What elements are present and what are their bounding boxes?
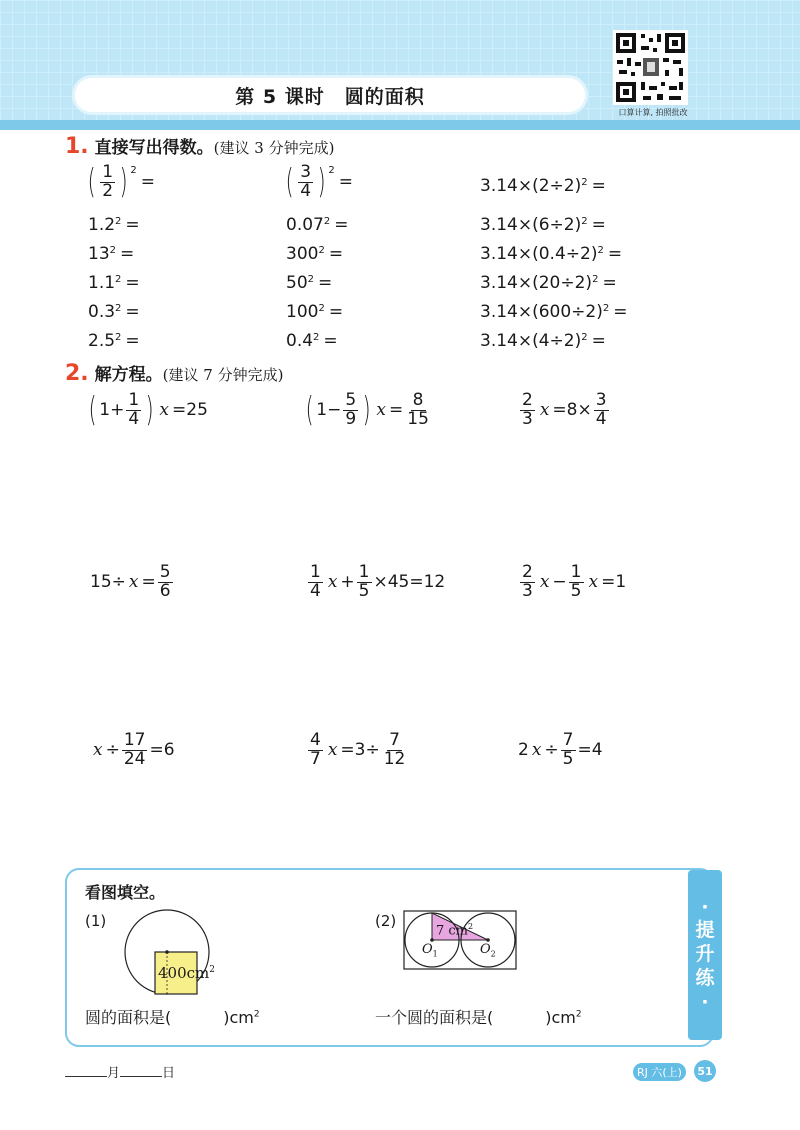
practice-1-question: 圆的面积是( )$cm^2$ <box>85 1008 260 1027</box>
q1-item-fraction-a: ( $\frac{1}{2}$ ) $^2$ = <box>87 162 155 203</box>
circle-square-figure <box>112 908 227 998</box>
section-2-title: 解方程。 <box>94 365 163 385</box>
date-line: 月 日 <box>65 1062 175 1081</box>
page-number: 51 <box>694 1060 716 1082</box>
q2-equation-1: ( 1+ $\frac{1}{4}$ ) x =25 <box>88 390 208 431</box>
q1-item-r5c3: 3.14×(4÷2) $^2$ = <box>480 331 606 351</box>
section-1-hint: (建议 3 分钟完成) <box>213 139 335 157</box>
q2-equation-6: $\frac{2}{3}$ x − $\frac{1}{5}$ x =1 <box>522 562 627 601</box>
topic-label: 圆的面积 <box>344 85 425 108</box>
page-title <box>75 78 585 112</box>
q1-item-r4c2: 100 $^2$ = <box>286 302 344 322</box>
qr-code-icon[interactable] <box>613 30 688 105</box>
section-1-number: 1. <box>65 134 89 159</box>
q1-item-r4c3: 3.14×(600÷2) $^2$ = <box>480 302 628 322</box>
q1-item-r1c3: 3.14×(6÷2) $^2$ = <box>480 215 606 235</box>
q2-equation-3: $\frac{2}{3}$ x =8× $\frac{3}{4}$ <box>522 390 607 429</box>
section-1-title: 直接写出得数。 <box>94 138 214 158</box>
practice-1-label: (1) <box>85 912 107 930</box>
q1-item-r0c3: 3.14×(2÷2) $^2$ = <box>480 176 606 196</box>
q1-item-r3c3: 3.14×(20÷2) $^2$ = <box>480 273 617 293</box>
q2-equation-8: $\frac{4}{7}$ x =3÷ $\frac{7}{12}$ <box>310 730 406 769</box>
q2-equation-7: x ÷ $\frac{17}{24}$ =6 <box>93 730 175 769</box>
section-2-hint: (建议 7 分钟完成) <box>162 366 284 384</box>
q1-item-r4c1: 0.3 $^2$ = <box>88 302 140 322</box>
practice-2-area-label: 7 $cm^2$ <box>436 922 474 939</box>
center-o1-label: $O_1$ <box>422 942 438 959</box>
q1-item-fraction-b: ( $\frac{3}{4}$ ) $^2$ = <box>285 162 353 203</box>
two-circles-figure <box>402 907 520 977</box>
practice-2-question: 一个圆的面积是( )$cm^2$ <box>375 1008 582 1027</box>
section-2-number: 2. <box>65 361 89 386</box>
q2-equation-5: $\frac{1}{4}$ x + $\frac{1}{5}$ ×45=12 <box>310 562 446 601</box>
q2-equation-2: ( 1− $\frac{5}{9}$ ) x = $\frac{8}{15}$ <box>305 390 429 431</box>
practice-1-area-label: $400cm^2$ <box>158 964 215 982</box>
header-divider <box>0 120 800 130</box>
q2-equation-4: 15÷ x = $\frac{5}{6}$ <box>90 562 171 601</box>
center-o2-label: $O_2$ <box>480 942 496 959</box>
qr-caption: 口算计算, 拍照批改 <box>618 108 688 117</box>
q1-item-r2c3: 3.14×(0.4÷2) $^2$ = <box>480 244 623 264</box>
q1-item-r2c2: 300 $^2$ = <box>286 244 344 264</box>
q1-item-r1c2: 0.07 $^2$ = <box>286 215 349 235</box>
side-tab-practice: · 提 升 练 · <box>688 870 722 1040</box>
practice-title: 看图填空。 <box>85 883 166 902</box>
q1-item-r5c1: 2.5 $^2$ = <box>88 331 140 351</box>
edition-badge: RJ 六(上) <box>633 1063 686 1081</box>
q2-equation-9: 2 x ÷ $\frac{7}{5}$ =4 <box>518 730 603 769</box>
q1-item-r3c1: 1.1 $^2$ = <box>88 273 140 293</box>
practice-2-label: (2) <box>375 912 397 930</box>
q1-item-r2c1: 13 $^2$ = <box>88 244 135 264</box>
section-2-heading <box>65 360 283 386</box>
section-1-heading <box>65 133 334 159</box>
q1-item-r5c2: 0.4 $^2$ = <box>286 331 338 351</box>
lesson-label: 第 5 课时 <box>235 85 325 108</box>
q1-item-r1c1: 1.2 $^2$ = <box>88 215 140 235</box>
q1-item-r3c2: 50 $^2$ = <box>286 273 333 293</box>
